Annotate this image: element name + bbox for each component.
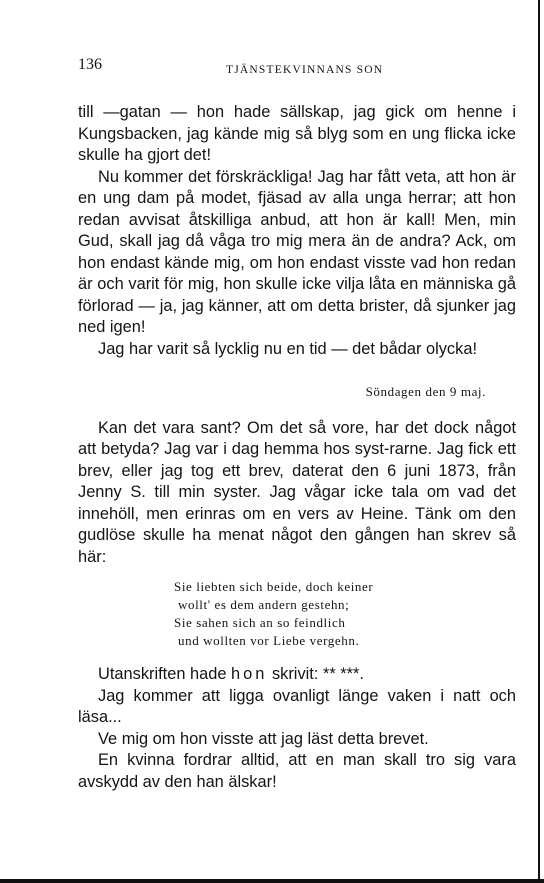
paragraph-5-start: Utanskriften hade: [98, 665, 227, 683]
paragraph-1: till —gatan — hon hade sällskap, jag gick om henne i Kungsbacken, jag kände mig så blyg som en ung flicka icke skulle ha gjort det!: [78, 103, 516, 164]
verse-line-4: und wollten vor Liebe vergehn.: [178, 633, 360, 648]
page-edge-bottom: [0, 879, 544, 883]
verse-line-2: wollt' es dem andern gestehn;: [178, 597, 350, 612]
page-number: 136: [78, 56, 102, 73]
running-head: TJÄNSTEKVINNANS SON: [226, 64, 384, 76]
paragraph-4: Kan det vara sant? Om det så vore, har det dock något att betyda? Jag var i dag hemma hos syst-rarne. Jag fick ett brev, eller jag tog ett brev, daterat den 6 juni 1873, från Jenny S. till min syster. Jag vågar icke tala om vad det innehöll, men erinras om en vers av Heine. Tänk om den gudlöse skulle ha menat något den gången han skrev så här:: [78, 418, 516, 566]
verse-line-1: Sie liebten sich beide, doch keiner: [174, 579, 374, 594]
dateline: Söndagen den 9 maj.: [365, 384, 486, 399]
paragraph-7: Ve mig om hon visste att jag läst detta brevet.: [98, 729, 429, 748]
paragraph-3: Jag har varit så lycklig nu en tid — det bådar olycka!: [98, 339, 477, 358]
paragraph-6: Jag kommer att ligga ovanligt länge vaken i natt och läsa...: [78, 686, 516, 726]
paragraph-8: En kvinna fordrar alltid, att en man skall tro sig vara avskydd av den han älskar!: [78, 751, 516, 791]
paragraph-5-end: skrivit: ** ***.: [271, 665, 364, 683]
book-page: [78, 56, 516, 793]
heine-verse: [174, 578, 516, 650]
page-header: [78, 56, 516, 82]
paragraph-2: Nu kommer det förskräckliga! Jag har fått veta, att hon är en ung dam på modet, fjäsad av alla unga herrar; att hon redan avvisat åtskilliga anbud, att hon är kall! Men, min Gud, skall jag då våga tro mig mera än de andra? Ack, om hon endast kände mig, om hon endast visste vad hon redan är och varit för mig, hon skulle icke vilja låta en människa gå förlorad — ja, jag känner, att om detta brister, då sjunker jag ned igen!: [78, 167, 516, 336]
page-edge-right: [538, 0, 540, 883]
page-body: [78, 102, 516, 793]
verse-line-3: Sie sahen sich an so feindlich: [174, 615, 346, 630]
paragraph-5: [78, 664, 516, 686]
spaced-word: hon: [231, 665, 268, 683]
